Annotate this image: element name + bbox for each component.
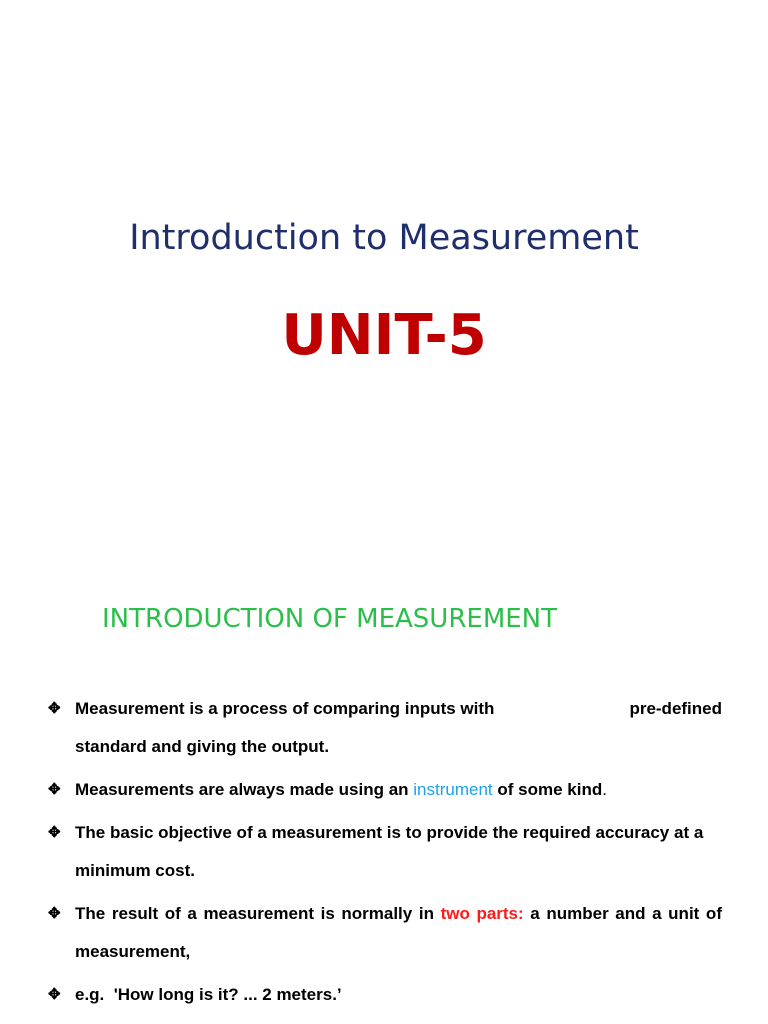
bullet-line bbox=[75, 728, 722, 766]
bullet-text: a number and a unit of measurement, bbox=[75, 904, 722, 961]
bullet-item-example bbox=[48, 976, 722, 1014]
bullet-text: pre-defined bbox=[629, 699, 722, 718]
bullet-line bbox=[75, 690, 722, 728]
bullet-item-result bbox=[48, 895, 722, 971]
bullet-text-end: . bbox=[602, 780, 607, 799]
bullet-item-instrument bbox=[48, 771, 722, 809]
bullet-item-objective bbox=[48, 814, 722, 890]
bullet-text: of some kind bbox=[492, 780, 603, 799]
bullet-text: The result of a measurement is normally in bbox=[75, 904, 441, 923]
bullet-text: The basic objective of a measurement is to provide the required accuracy at a minimum cost. bbox=[75, 823, 704, 880]
diamond-bullet-icon: ✥ bbox=[48, 905, 61, 922]
bullet-text: e.g. 'How long is it? ... 2 meters.’ bbox=[75, 985, 342, 1004]
diamond-bullet-icon: ✥ bbox=[48, 781, 61, 798]
unit-label: UNIT-5 bbox=[281, 303, 487, 368]
slide-title: Introduction to Measurement bbox=[129, 218, 639, 258]
instrument-highlight: instrument bbox=[413, 780, 493, 799]
bullet-text: standard and giving the output. bbox=[75, 737, 330, 756]
diamond-bullet-icon: ✥ bbox=[48, 700, 61, 717]
diamond-bullet-icon: ✥ bbox=[48, 824, 61, 841]
bullet-item-definition bbox=[48, 690, 722, 766]
diamond-bullet-icon: ✥ bbox=[48, 986, 61, 1003]
bullet-text: Measurement is a process of comparing inputs with bbox=[75, 699, 495, 718]
bullet-list bbox=[48, 690, 722, 1019]
bullet-text: Measurements are always made using an bbox=[75, 780, 414, 799]
two-parts-highlight: two parts: bbox=[440, 904, 524, 923]
section-heading: INTRODUCTION OF MEASUREMENT bbox=[102, 604, 558, 634]
